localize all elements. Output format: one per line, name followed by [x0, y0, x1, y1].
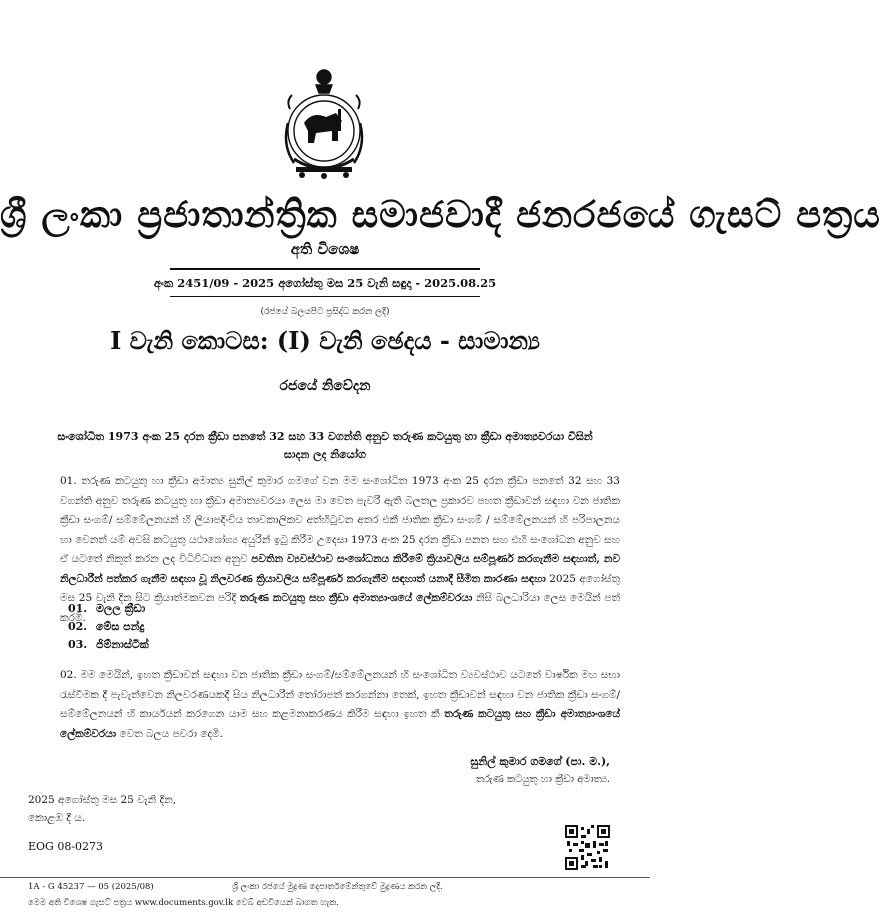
list-item-label: ජිම්නාස්ටික්: [96, 638, 149, 651]
list-item-label: මේස පන්දු: [96, 620, 145, 633]
divider: [170, 296, 480, 297]
paragraph-text: 02. මම මෙයින්, ඉහත ක්‍රීඩාවන් සඳහා වන ජාතික ක්‍රීඩා සංගම්/සම්මේලනයන් හි සංශෝධිත ව්‍යවස්ථාව යටතේ වාර්ෂික මහ සභා රැස්වීමක දී පැවැත්වෙන නිලවරණයකදී සිය නිලධාරීන් තෝරාපත් කරගන්නා තෙක්, ඉහත ක්‍රීඩාවන් සඳහා වන ජාතික ක්‍රීඩා සංගම්/සම්මේලනයන් හි කාර්යයන් කරගෙන යාම සහ කළමනාකරණය කිරීම සඳහා ඉහත කී: [60, 669, 620, 720]
gazette-title: ශ්‍රී ලංකා ප්‍රජාතාන්ත්‍රික සමාජවාදී ජනරජයේ ගැසට් පත්‍රය: [0, 192, 881, 236]
list-item: [68, 600, 149, 618]
published-by-authority: (රජයේ බලයපිට ප්‍රසිද්ධ කරන ලදී): [260, 307, 390, 317]
paragraph-text: වෙත බලය පවරා දෙමි.: [119, 727, 223, 740]
sports-list: [68, 600, 149, 654]
paragraph-bold-text: තරුණ කටයුතු සහ ක්‍රීඩා අමාත්‍යාංශයේ ලේකම්වරයා: [239, 592, 473, 604]
paragraph-text: 2025 අගෝස්තු මස 25 වැනි දින සිට ක්‍රියාත්මකවන පරිදි: [60, 572, 621, 604]
paragraph-text: නිසි බලධාරියා ලෙස මෙයින් පත් කරමි.: [60, 592, 621, 624]
extraordinary-label: අති විශෙෂ: [290, 240, 360, 258]
notice-heading: [40, 428, 610, 464]
list-item-label: මලල ක්‍රීඩා: [96, 602, 146, 615]
footer-website-note: මෙම අති විශෙෂ ගැසට් පත්‍රය www.documents.gov.lk වෙබ් අඩවියෙන් බාගත හැක.: [28, 898, 339, 908]
list-item: [68, 618, 149, 636]
list-item-number: 03.: [68, 638, 88, 651]
paragraph-bold-text: පවතින ව්‍යවස්ථාව සංශෝධනය කිරීමේ ක්‍රියාවලිය සම්පූර්ණ කරගැනීම සඳහාත්, නව නිලධාරීන් පත්කර ගැනීම සඳහා වූ නිලවරණ ක්‍රියාවලිය සම්පූර්ණ කරගැනීම සඳහාත් යනාදී සීමිත කාරණා සඳහා: [60, 553, 621, 585]
paragraph-bold-text: තරුණ කටයුතු සහ ක්‍රීඩා අමාත්‍යාංශයේ ලේකම්වරයා: [60, 708, 620, 740]
notice-date: 2025 අගෝස්තු මස 25 වැනි දින,: [28, 794, 177, 806]
list-item: [68, 636, 149, 654]
list-item-number: 02.: [68, 620, 88, 633]
signatory-name: සුනිල් කුමාර ගමගේ (පා. ම.),: [470, 755, 610, 768]
government-notifications-heading: රජයේ නිවේදන: [279, 378, 371, 394]
notice-heading-line: සංශෝධිත 1973 අංක 25 දරන ක්‍රීඩා පනතේ 32 සහ 33 වගන්ති අනුව තරුණ කටයුතු හා ක්‍රීඩා අමාත්‍යවරයා විසින්: [57, 430, 593, 443]
notice-place: කොළඹ දී ය.: [28, 812, 86, 824]
paragraph-02: [60, 666, 620, 744]
part-title: I වැනි කොටස: (I) වැනි ඡෙදය - සාමාන්‍ය: [110, 326, 540, 355]
list-item-number: 01.: [68, 602, 88, 615]
signatory-title: තරුණ කටයුතු හා ක්‍රීඩා අමාත්‍ය.: [476, 774, 610, 785]
reference-number: EOG 08-0273: [28, 840, 104, 853]
footer-printed-by: ශ්‍රී ලංකා රජයේ මුද්‍රණ දෙපාර්තමේන්තුවේ මුද්‍රණය කරන ලදී.: [232, 882, 443, 892]
divider: [170, 268, 480, 270]
footer-divider: [0, 877, 650, 878]
national-emblem-icon: [272, 63, 376, 183]
footer-print-code: 1A - G 45237 — 05 (2025/08): [28, 882, 154, 892]
paragraph-text: 01. තරුණ කටයුතු හා ක්‍රීඩා අමාත්‍ය සුනිල් කුමාර ගමගේ වන මම සංශෝධිත 1973 අංක 25 දරන ක්‍රීඩා පනතේ 32 සහ 33 වගන්ති අනුව තරුණ කටයුතු හා ක්‍රීඩා අමාත්‍යවරයා ලෙස මා වෙත පැවරී ඇති බලතල ප්‍රකාරව පහත ක්‍රීඩාවන් සඳහා වන ජාතික ක්‍රීඩා සංගම්/ සම්මේලනයන් හි ලියාපදිංචිය තාවකාලිකව අත්හිටුවන අතර එකී ජාතික ක්‍රීඩා සංගම් / සම්මේලනයන් හි පරිපාලනය හා වෙනත් යම් අවසි කටයුතු යථාශෝග්‍ය අයුරින් ඉටු කිරීම උදෙසා 1973 අංක 25 දරන ක්‍රීඩා පනත සහ එහි සංශෝධන අනුව සහ ඒ යටතේ නිකුත් කරන ලද විධිවිධාන අනුව: [60, 475, 620, 565]
issue-number-date: අංක 2451/09 - 2025 අගෝස්තු මස 25 වැනි සඳුදා - 2025.08.25: [153, 276, 497, 290]
qr-code-icon: [565, 825, 610, 870]
notice-heading-line: සාදන ලද නියෝග: [283, 448, 367, 461]
